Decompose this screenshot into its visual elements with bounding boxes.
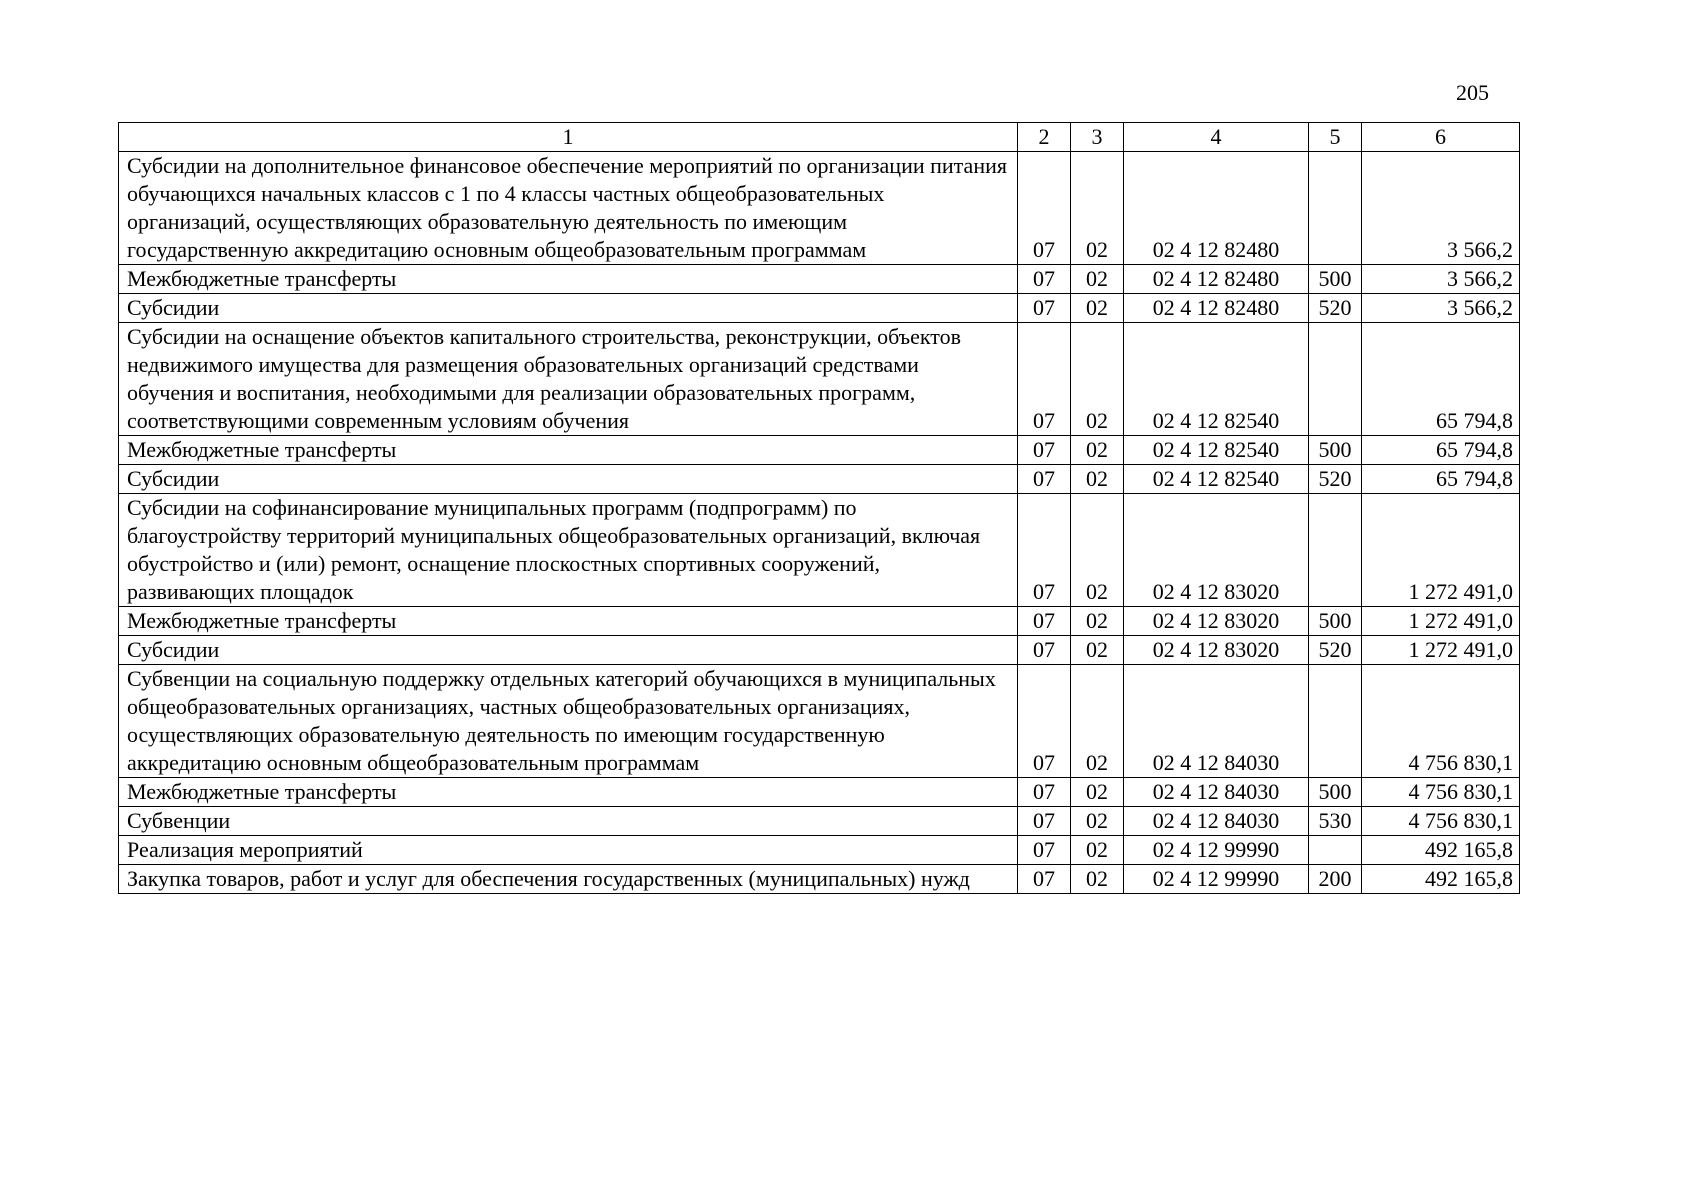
row-amount: 1 272 491,0 [1362,607,1520,636]
table-row [119,636,1520,665]
header-cell: 3 [1071,123,1124,152]
row-target-article: 02 4 12 82480 [1124,152,1309,265]
row-name: Межбюджетные трансферты [119,436,1018,465]
row-name: Субсидии на дополнительное финансовое обеспечение мероприятий по организации питания обучающихся начальных классов с 1 по 4 классы частных общеобразовательных организаций, осуществляющих образовательную деятельность по имеющим государственную аккредитацию основным общеобразовательным программам [119,152,1018,265]
header-cell: 5 [1309,123,1362,152]
row-name: Межбюджетные трансферты [119,607,1018,636]
row-section-code: 07 [1018,607,1071,636]
row-target-article: 02 4 12 83020 [1124,607,1309,636]
row-expense-type [1309,152,1362,265]
row-section-code: 07 [1018,294,1071,323]
row-expense-type: 520 [1309,636,1362,665]
page-number: 205 [1456,80,1489,105]
table-row [119,807,1520,836]
row-expense-type [1309,323,1362,436]
row-expense-type: 500 [1309,265,1362,294]
row-subsection-code: 02 [1071,436,1124,465]
row-expense-type [1309,665,1362,778]
row-name: Субсидии [119,636,1018,665]
row-section-code: 07 [1018,152,1071,265]
row-section-code: 07 [1018,665,1071,778]
row-amount: 4 756 830,1 [1362,807,1520,836]
row-expense-type: 520 [1309,465,1362,494]
row-amount: 492 165,8 [1362,865,1520,894]
row-name: Реализация мероприятий [119,836,1018,865]
row-amount: 3 566,2 [1362,152,1520,265]
table-row [119,865,1520,894]
table-row [119,778,1520,807]
row-subsection-code: 02 [1071,778,1124,807]
row-amount: 1 272 491,0 [1362,494,1520,607]
row-subsection-code: 02 [1071,807,1124,836]
row-amount: 4 756 830,1 [1362,778,1520,807]
row-subsection-code: 02 [1071,152,1124,265]
row-expense-type: 500 [1309,778,1362,807]
row-amount: 3 566,2 [1362,294,1520,323]
row-subsection-code: 02 [1071,607,1124,636]
row-section-code: 07 [1018,865,1071,894]
table-row [119,265,1520,294]
row-amount: 4 756 830,1 [1362,665,1520,778]
row-expense-type: 530 [1309,807,1362,836]
table-row [119,436,1520,465]
row-subsection-code: 02 [1071,865,1124,894]
row-target-article: 02 4 12 82540 [1124,323,1309,436]
row-name: Субсидии на софинансирование муниципальных программ (подпрограмм) по благоустройству территорий муниципальных общеобразовательных организаций, включая обустройство и (или) ремонт, оснащение плоскостных спортивных сооружений, развивающих площадок [119,494,1018,607]
row-expense-type: 500 [1309,436,1362,465]
row-subsection-code: 02 [1071,494,1124,607]
row-name: Субвенции на социальную поддержку отдельных категорий обучающихся в муниципальных общеобразовательных организациях, частных общеобразовательных организациях, осуществляющих образовательную деятельность по имеющим государственную аккредитацию основным общеобразовательным программам [119,665,1018,778]
row-amount: 65 794,8 [1362,465,1520,494]
table-row [119,152,1520,265]
row-section-code: 07 [1018,636,1071,665]
row-name: Закупка товаров, работ и услуг для обеспечения государственных (муниципальных) нужд [119,865,1018,894]
table-row [119,836,1520,865]
row-target-article: 02 4 12 82480 [1124,265,1309,294]
row-name: Межбюджетные трансферты [119,265,1018,294]
row-target-article: 02 4 12 84030 [1124,665,1309,778]
row-target-article: 02 4 12 99990 [1124,836,1309,865]
row-amount: 65 794,8 [1362,436,1520,465]
row-name: Субвенции [119,807,1018,836]
row-amount: 1 272 491,0 [1362,636,1520,665]
row-section-code: 07 [1018,265,1071,294]
row-subsection-code: 02 [1071,836,1124,865]
row-amount: 492 165,8 [1362,836,1520,865]
row-section-code: 07 [1018,836,1071,865]
row-section-code: 07 [1018,807,1071,836]
row-subsection-code: 02 [1071,636,1124,665]
row-name: Субсидии [119,294,1018,323]
table-row [119,465,1520,494]
header-cell: 1 [119,123,1018,152]
row-target-article: 02 4 12 83020 [1124,636,1309,665]
row-section-code: 07 [1018,465,1071,494]
row-target-article: 02 4 12 82540 [1124,436,1309,465]
row-expense-type: 200 [1309,865,1362,894]
row-section-code: 07 [1018,494,1071,607]
table-row [119,494,1520,607]
row-amount: 3 566,2 [1362,265,1520,294]
row-section-code: 07 [1018,323,1071,436]
table-row [119,665,1520,778]
row-target-article: 02 4 12 99990 [1124,865,1309,894]
header-cell: 4 [1124,123,1309,152]
row-section-code: 07 [1018,436,1071,465]
row-expense-type [1309,494,1362,607]
row-name: Межбюджетные трансферты [119,778,1018,807]
row-amount: 65 794,8 [1362,323,1520,436]
row-name: Субсидии на оснащение объектов капитального строительства, реконструкции, объектов недвижимого имущества для размещения образовательных организаций средствами обучения и воспитания, необходимыми для реализации образовательных программ, соответствующими современным условиям обучения [119,323,1018,436]
row-expense-type: 520 [1309,294,1362,323]
table-row [119,607,1520,636]
row-subsection-code: 02 [1071,465,1124,494]
row-expense-type: 500 [1309,607,1362,636]
table-row [119,294,1520,323]
row-subsection-code: 02 [1071,294,1124,323]
table-header-row [119,123,1520,152]
budget-table [118,122,1520,894]
row-expense-type [1309,836,1362,865]
row-target-article: 02 4 12 82540 [1124,465,1309,494]
table-row [119,323,1520,436]
row-subsection-code: 02 [1071,323,1124,436]
row-subsection-code: 02 [1071,665,1124,778]
row-target-article: 02 4 12 84030 [1124,778,1309,807]
row-target-article: 02 4 12 82480 [1124,294,1309,323]
row-name: Субсидии [119,465,1018,494]
row-target-article: 02 4 12 83020 [1124,494,1309,607]
row-target-article: 02 4 12 84030 [1124,807,1309,836]
header-cell: 2 [1018,123,1071,152]
row-subsection-code: 02 [1071,265,1124,294]
header-cell: 6 [1362,123,1520,152]
row-section-code: 07 [1018,778,1071,807]
